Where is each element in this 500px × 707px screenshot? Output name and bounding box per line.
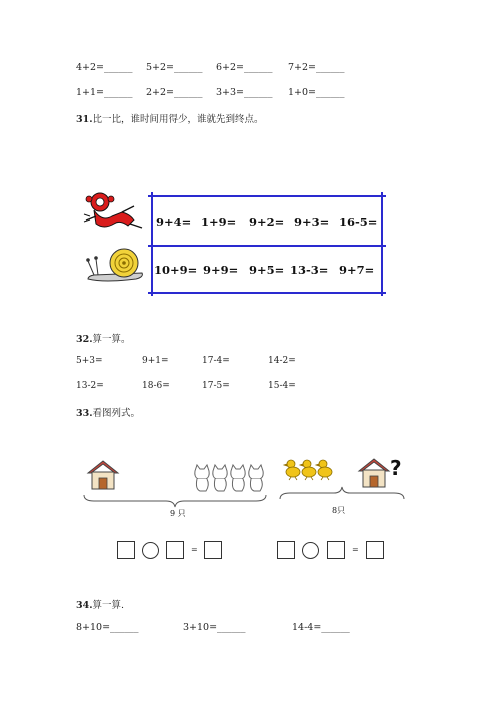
equals-sign: = — [191, 545, 198, 554]
q32-item: 17-4= — [202, 356, 230, 366]
finish-line — [381, 192, 383, 296]
q33-text: 看图列式。 — [92, 408, 141, 419]
start-line — [151, 192, 153, 296]
answer-box[interactable] — [277, 541, 295, 559]
q34-number: 34. — [76, 600, 93, 611]
q33-heading — [76, 405, 140, 419]
q32-item: 15-4= — [268, 381, 296, 391]
exercise-2-2: 2+2=______ — [146, 87, 203, 98]
race-row1-item: 9+4= — [156, 215, 192, 229]
q31-heading — [76, 111, 264, 125]
left-brace — [82, 493, 268, 509]
track-line-bottom — [148, 292, 386, 294]
exercise-2-4: 1+0=______ — [288, 87, 345, 98]
race-row1-item: 9+3= — [294, 215, 330, 229]
track-line-middle — [148, 245, 386, 247]
runner-icon — [78, 190, 150, 236]
race-row2-item: 9+5= — [249, 263, 285, 277]
race-row2-item: 9+9= — [203, 263, 239, 277]
q32-item: 5+3= — [76, 356, 103, 366]
exercise-2-1: 1+1=______ — [76, 87, 133, 98]
race-row1-item: 16-5= — [339, 215, 378, 229]
equals-sign: = — [352, 545, 359, 554]
snail-icon — [84, 247, 148, 285]
race-row2-item: 10+9= — [154, 263, 198, 277]
q32-item: 14-2= — [268, 356, 296, 366]
left-brace-label: 9 只 — [170, 509, 186, 518]
exercise-1-3: 6+2=______ — [216, 62, 273, 73]
exercise-2-3: 3+3=______ — [216, 87, 273, 98]
q32-heading — [76, 331, 131, 345]
operator-circle[interactable] — [302, 542, 319, 559]
q34-heading — [76, 597, 124, 611]
exercise-1-4: 7+2=______ — [288, 62, 345, 73]
answer-box[interactable] — [204, 541, 222, 559]
q34-text: 算一算. — [92, 600, 125, 611]
answer-box[interactable] — [117, 541, 135, 559]
q32-item: 18-6= — [142, 381, 170, 391]
cats-icon — [192, 463, 266, 493]
race-row2-item: 13-3= — [290, 263, 329, 277]
right-brace — [278, 485, 408, 501]
q32-item: 17-5= — [202, 381, 230, 391]
q33-number: 33. — [76, 408, 93, 419]
q32-text: 算一算。 — [92, 334, 131, 345]
chicks-icon — [284, 458, 334, 480]
answer-box[interactable] — [166, 541, 184, 559]
track-line-top — [148, 195, 386, 197]
q32-number: 32. — [76, 334, 93, 345]
race-track — [148, 192, 386, 296]
race-row1-item: 9+2= — [249, 215, 285, 229]
exercise-1-2: 5+2=______ — [146, 62, 203, 73]
house-icon — [86, 459, 120, 491]
question-mark: ? — [390, 456, 402, 480]
q34-item: 8+10=______ — [76, 622, 139, 633]
race-row2-item: 9+7= — [339, 263, 375, 277]
answer-box[interactable] — [327, 541, 345, 559]
operator-circle[interactable] — [142, 542, 159, 559]
q34-item: 14-4=______ — [292, 622, 350, 633]
q32-item: 13-2= — [76, 381, 104, 391]
q34-item: 3+10=______ — [183, 622, 246, 633]
race-row1-item: 1+9= — [201, 215, 237, 229]
right-brace-label: 8只 — [332, 506, 346, 515]
answer-box[interactable] — [366, 541, 384, 559]
q31-text: 比一比，谁时间用得少，谁就先到终点。 — [92, 114, 264, 125]
q32-item: 9+1= — [142, 356, 169, 366]
exercise-1-1: 4+2=______ — [76, 62, 133, 73]
q31-number: 31. — [76, 114, 93, 125]
